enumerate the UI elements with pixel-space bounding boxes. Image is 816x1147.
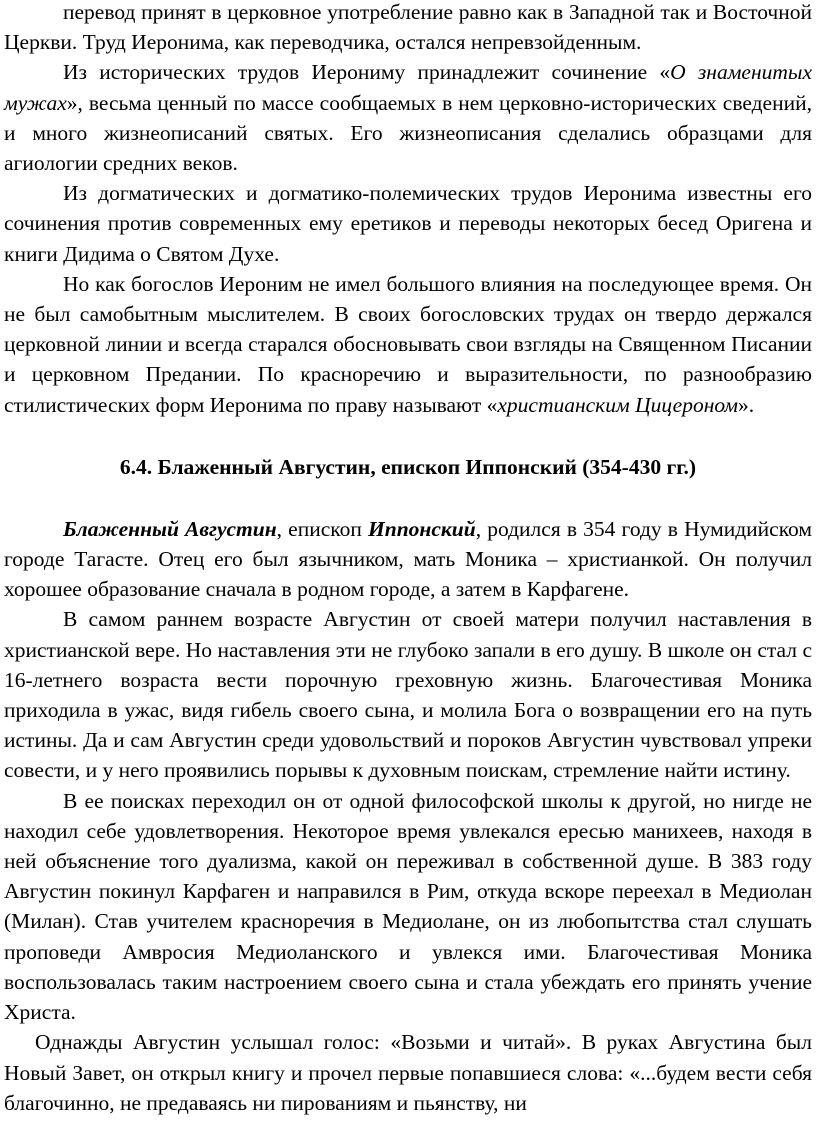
see-name: Иппонский xyxy=(368,516,476,541)
paragraph-text: , родился в 354 году в Нумидийском городе Тагасте. Отец его был язычником, мать Моника – христианкой. Он получил хорошее образование сначала в родном городе, а затем в Карфагене. xyxy=(4,516,812,602)
paragraph-text: В ее поисках переходил он от одной философской школы к другой, но нигде не находил себе удовлетворения. Некоторое время увлекался ересью манихеев, находя в ней объяснение того дуализма, какой он переживал в собственной душе. В 383 году Августин покинул Карфаген и направился в Рим, откуда вскоре переехал в Медиолан (Милан). Став учителем красноречия в Медиолане, он из любопытства стал слушать проповеди Амвросия Медиоланского и увлекся ими. Благочестивая Моника воспользовалась таким настроением своего сына и стала убеждать его принять учение Христа. xyxy=(4,788,812,1025)
paragraph-theologian xyxy=(4,269,812,420)
person-name: Блаженный Августин xyxy=(63,516,277,541)
paragraph-text: перевод принят в церковное употребление равно как в Западной так и Восточной Церкви. Труд Иеронима, как переводчика, остался непревзойденным. xyxy=(4,0,812,55)
paragraph-text: ». xyxy=(738,392,755,417)
paragraph-dogmatic-works xyxy=(4,178,812,269)
paragraph-augustine-conversion xyxy=(4,1027,812,1118)
book-title: О знаменитых мужах xyxy=(4,60,813,115)
paragraph-text: Из исторических трудов Иерониму принадлежит сочинение « xyxy=(63,60,671,85)
paragraph-translation xyxy=(4,0,812,57)
paragraph-text: Но как богослов Иероним не имел большого влияния на последующее время. Он не был самобытным мыслителем. В своих богословских трудах он твердо держался церковной линии и всегда старался обосновывать свои взгляды на Священном Писании и церковном Предании. По красноречию и выразительности, по разнообразию стилистических форм Иеронима по праву называют « xyxy=(4,271,812,417)
paragraph-text: Из догматических и догматико-полемических трудов Иеронима известны его сочинения против современных ему еретиков и переводы некоторых бесед Оригена и книги Дидима о Святом Духе. xyxy=(4,181,812,266)
paragraph-text: , епископ xyxy=(276,516,369,541)
paragraph-augustine-birth xyxy=(4,514,812,605)
paragraph-augustine-search xyxy=(4,786,812,1028)
epithet: христианским Цицероном xyxy=(497,392,739,417)
paragraph-historical-works xyxy=(4,57,812,178)
paragraph-text: В самом раннем возрасте Августин от своей матери получил наставления в христианской вере. Но наставления эти не глубоко запали в его душу. В школе он стал с 16-летнего возраста вести порочную греховную жизнь. Благочестивая Моника приходила в ужас, видя гибель своего сына, и молила Бога о возвращении его на путь истины. Да и сам Августин среди удовольствий и пороков Августин чувствовал упреки совести, и у него проявились порывы к духовным поискам, стремление найти истину. xyxy=(4,607,812,783)
paragraph-augustine-youth xyxy=(4,604,812,785)
section-heading: 6.4. Блаженный Августин, епископ Иппонский (354-430 гг.) xyxy=(119,454,697,479)
paragraph-text: Однажды Августин услышал голос: «Возьми и читай». В руках Августина был Новый Завет, он открыл книгу и прочел первые попавшиеся слова: «...будем вести себя благочинно, не предаваясь ни пированиям и пьянству, ни xyxy=(4,1030,812,1115)
paragraph-text: », весьма ценный по массе сообщаемых в нем церковно-исторических сведений, и много жизнеописаний святых. Его жизнеописания сделались образцами для агиологии средних веков. xyxy=(4,90,812,176)
